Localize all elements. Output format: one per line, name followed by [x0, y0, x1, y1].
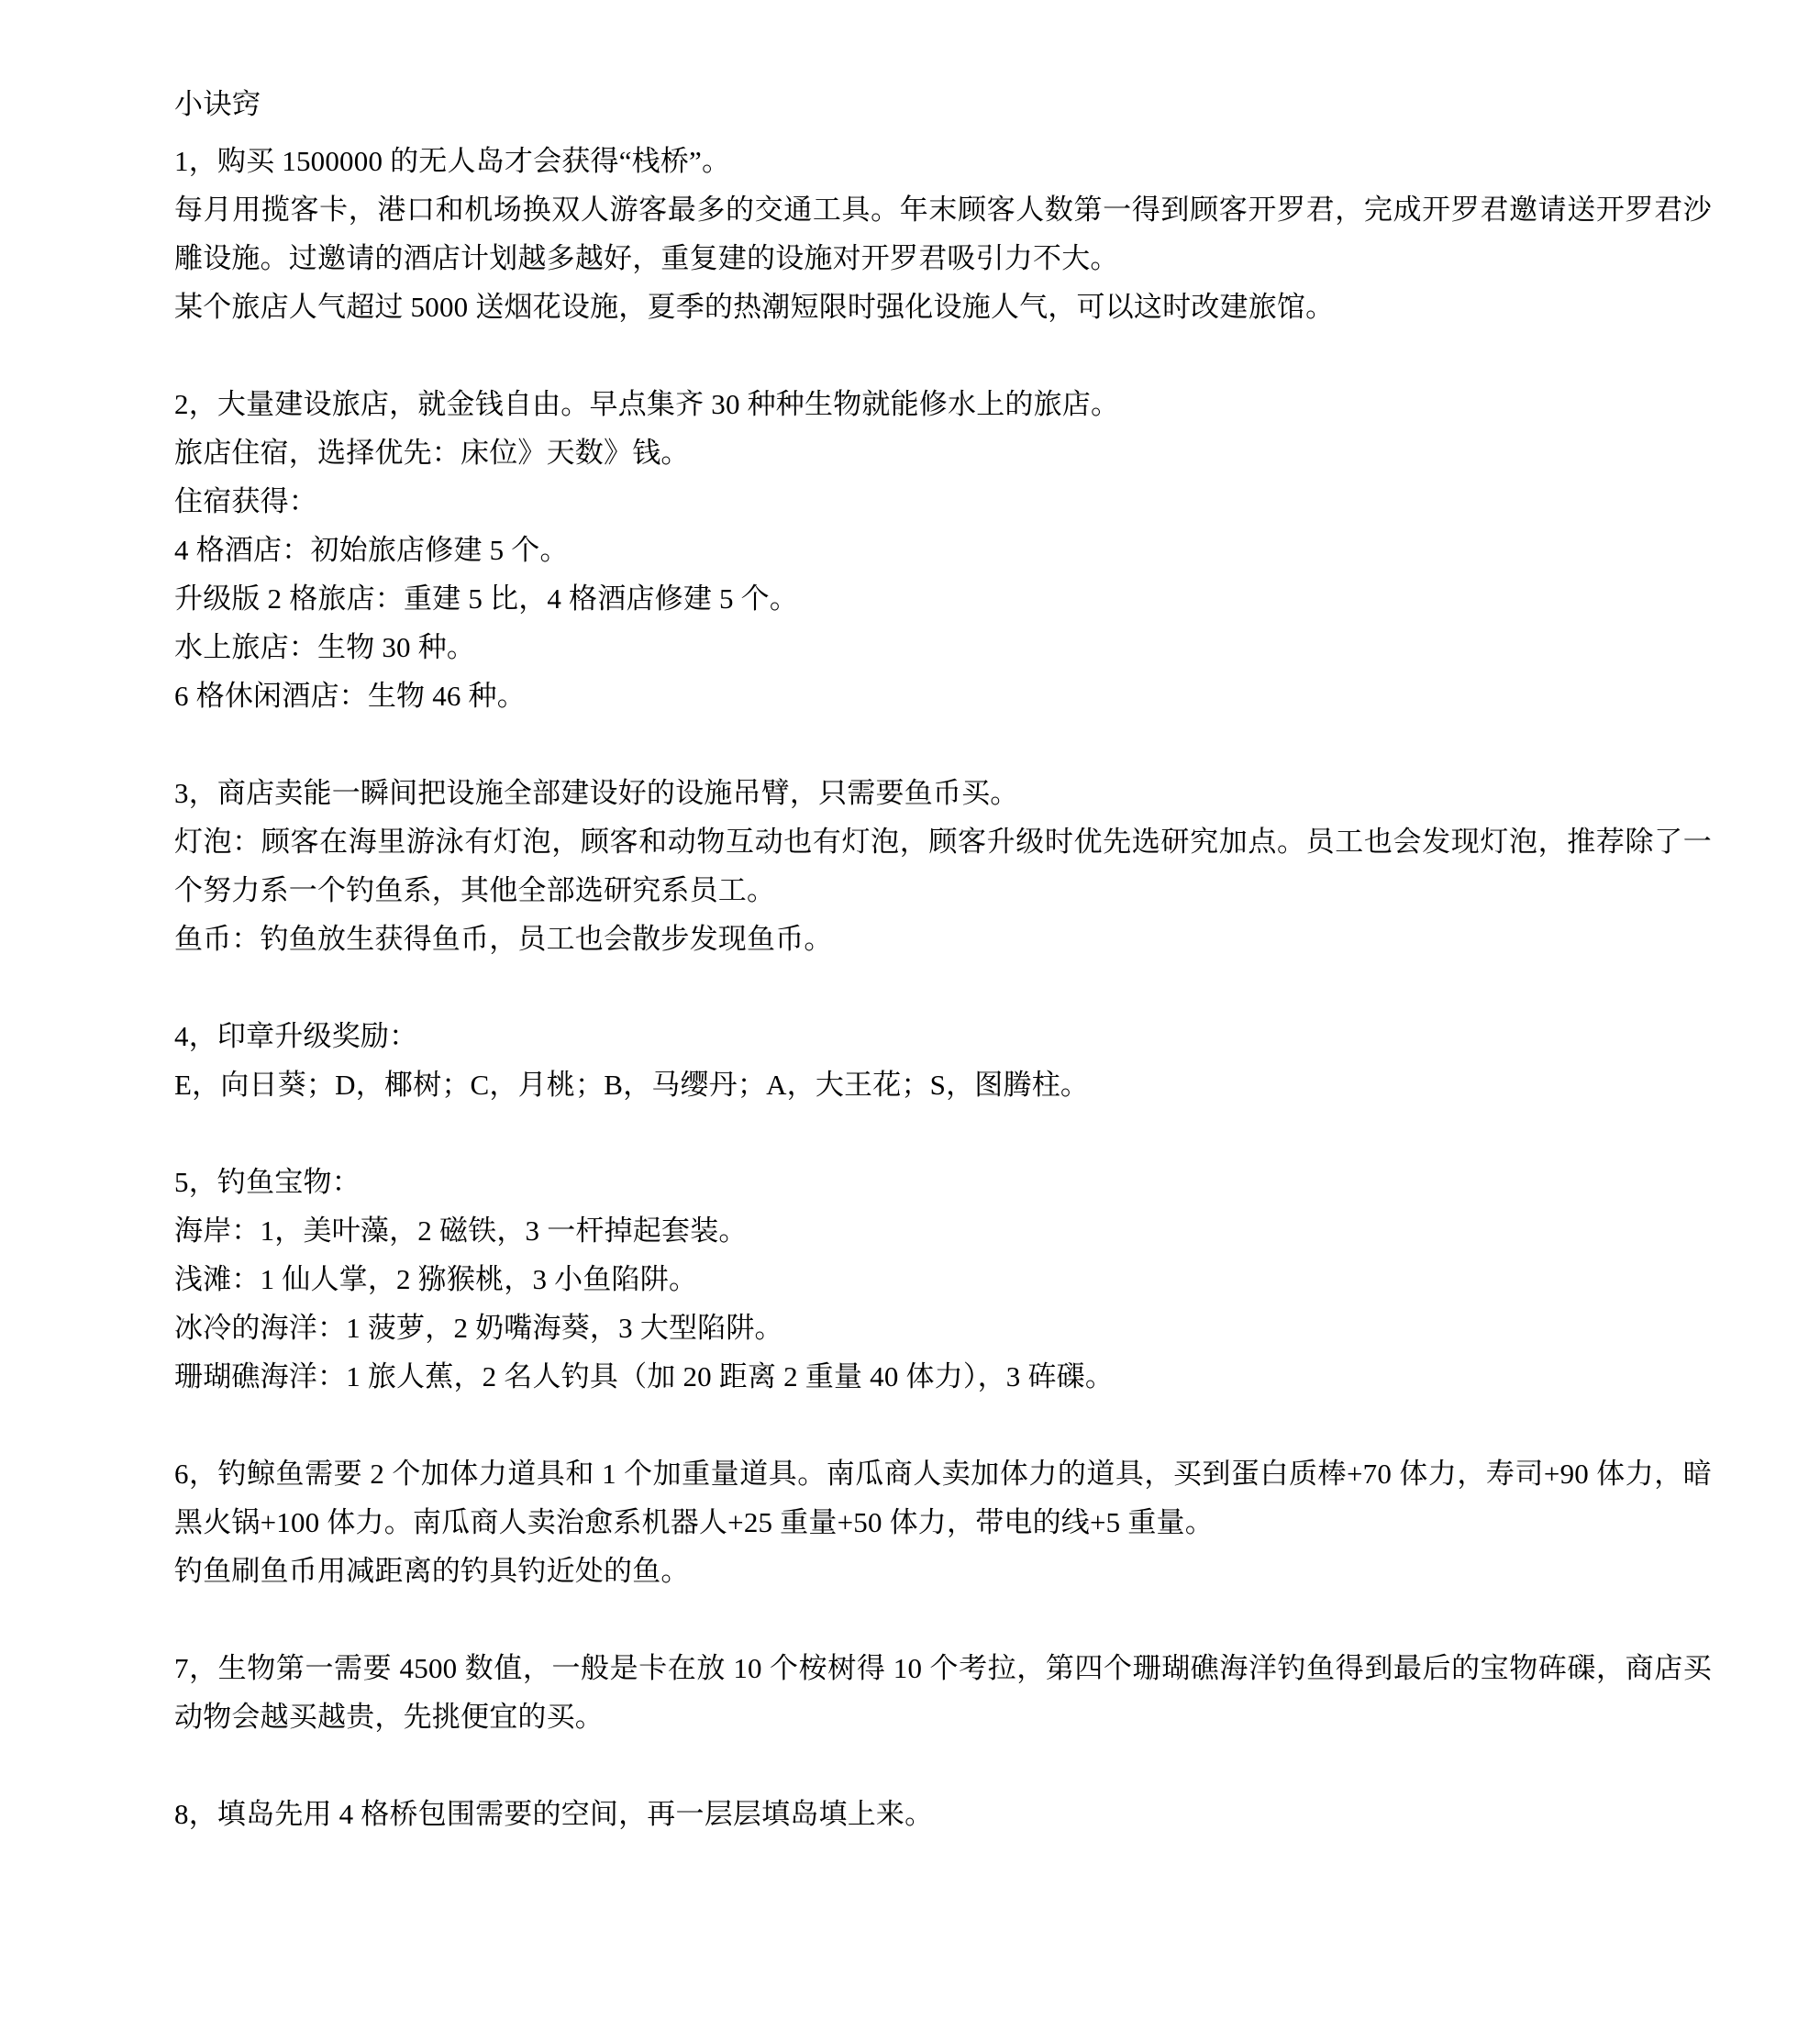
- section-5-line-5: 珊瑚礁海洋：1 旅人蕉，2 名人钓具（加 20 距离 2 重量 40 体力），3 砗磲。: [174, 1360, 1115, 1392]
- section-2-line-3: 住宿获得：: [174, 485, 317, 517]
- section-2: [174, 380, 1712, 720]
- section-5-line-1: 5，钓鱼宝物：: [174, 1166, 361, 1198]
- section-7-line-1: 7，生物第一需要 4500 数值，一般是卡在放 10 个桉树得 10 个考拉，第四个珊瑚礁海洋钓鱼得到最后的宝物砗磲，商店买动物会越买越贵，先挑便宜的买。: [174, 1652, 1712, 1733]
- section-1-line-2: 每月用揽客卡，港口和机场换双人游客最多的交通工具。年末顾客人数第一得到顾客开罗君，完成开罗君邀请送开罗君沙雕设施。过邀请的酒店计划越多越好，重复建的设施对开罗君吸引力不大。: [174, 194, 1712, 274]
- section-7: [174, 1644, 1712, 1741]
- section-divider-3: [174, 963, 1712, 1012]
- section-8: [174, 1790, 1712, 1838]
- section-divider-4: [174, 1109, 1712, 1158]
- section-6-line-2: 钓鱼刷鱼币用减距离的钓具钓近处的鱼。: [174, 1555, 690, 1587]
- section-3: [174, 769, 1712, 963]
- section-1-line-3: 某个旅店人气超过 5000 送烟花设施，夏季的热潮短限时强化设施人气，可以这时改建旅馆。: [174, 291, 1335, 323]
- section-6-line-1: 6，钓鲸鱼需要 2 个加体力道具和 1 个加重量道具。南瓜商人卖加体力的道具，买到蛋白质棒+70 体力，寿司+90 体力，暗黑火锅+100 体力。南瓜商人卖治愈系机器人+25 重量+50 体力，带电的线+5 重量。: [174, 1458, 1712, 1538]
- section-divider-2: [174, 720, 1712, 769]
- section-2-line-7: 6 格休闲酒店：生物 46 种。: [174, 680, 526, 712]
- section-1-line-1: 1，购买 1500000 的无人岛才会获得“栈桥”。: [174, 145, 731, 177]
- section-divider-5: [174, 1401, 1712, 1449]
- section-3-line-2: 灯泡：顾客在海里游泳有灯泡，顾客和动物互动也有灯泡，顾客升级时优先选研究加点。员工也会发现灯泡，推荐除了一个努力系一个钓鱼系，其他全部选研究系员工。: [174, 826, 1712, 906]
- page-title: 小诀窍: [174, 88, 261, 120]
- section-5-line-3: 浅滩：1 仙人掌，2 猕猴桃，3 小鱼陷阱。: [174, 1263, 698, 1295]
- section-5-line-4: 冰冷的海洋：1 菠萝，2 奶嘴海葵，3 大型陷阱。: [174, 1312, 783, 1344]
- section-5: [174, 1158, 1712, 1401]
- section-divider-7: [174, 1741, 1712, 1790]
- section-3-line-1: 3，商店卖能一瞬间把设施全部建设好的设施吊臂，只需要鱼币买。: [174, 777, 1019, 809]
- section-1: [174, 137, 1712, 331]
- section-5-line-2: 海岸：1，美叶藻，2 磁铁，3 一杆掉起套装。: [174, 1215, 748, 1247]
- section-4-line-1: 4，印章升级奖励：: [174, 1020, 418, 1052]
- section-divider-6: [174, 1595, 1712, 1644]
- section-6: [174, 1449, 1712, 1595]
- section-8-line-1: 8，填岛先用 4 格桥包围需要的空间，再一层层填岛填上来。: [174, 1798, 934, 1830]
- section-2-line-5: 升级版 2 格旅店：重建 5 比，4 格酒店修建 5 个。: [174, 582, 799, 615]
- section-4-line-2: E，向日葵；D，椰树；C，月桃；B，马缨丹；A，大王花；S，图腾柱。: [174, 1069, 1090, 1101]
- section-2-line-2: 旅店住宿，选择优先：床位》天数》钱。: [174, 437, 690, 469]
- section-2-line-1: 2，大量建设旅店，就金钱自由。早点集齐 30 种种生物就能修水上的旅店。: [174, 388, 1120, 420]
- section-divider-1: [174, 331, 1712, 380]
- section-3-line-3: 鱼币：钓鱼放生获得鱼币，员工也会散步发现鱼币。: [174, 923, 833, 955]
- section-2-line-4: 4 格酒店：初始旅店修建 5 个。: [174, 534, 569, 566]
- section-2-line-6: 水上旅店：生物 30 种。: [174, 631, 476, 663]
- section-4: [174, 1012, 1712, 1109]
